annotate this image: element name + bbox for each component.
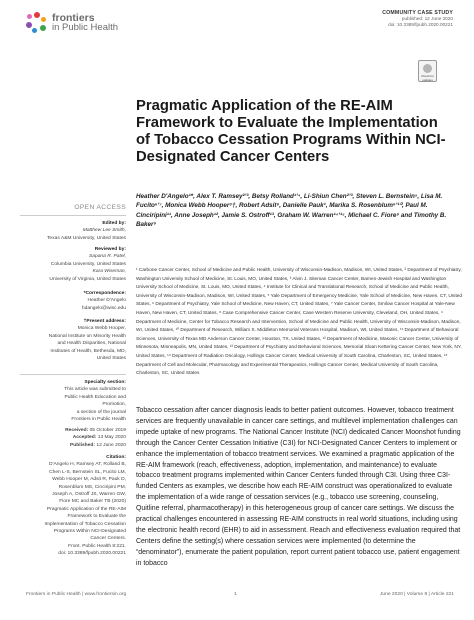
specialty-line: a section of the journal	[76, 409, 126, 415]
specialty-section	[20, 379, 126, 423]
footer-journal: Frontiers in Public Health | www.frontiersin.org	[26, 592, 127, 597]
present-address-line: Institutes of Health, Bethesda, MD,	[50, 348, 126, 354]
article-type: COMMUNITY CASE STUDY	[382, 10, 453, 16]
specialty-heading: Specialty section:	[84, 380, 126, 385]
reviewed-by-heading: Reviewed by:	[94, 247, 126, 252]
reviewed-by-section	[20, 246, 126, 283]
correspondence-name: Heather D'Angelo	[87, 298, 126, 304]
page-number: 1	[234, 592, 237, 597]
logo-dot	[34, 12, 40, 18]
citation-line: Implementation of Tobacco Cessation	[44, 521, 126, 527]
reviewer-name: Kara Wiseman,	[92, 269, 126, 275]
accepted-value: 13 May 2020	[97, 435, 126, 441]
received-date	[20, 427, 126, 434]
citation-line: Front. Public Health 8:221.	[68, 543, 126, 549]
present-address-line: United States	[96, 356, 126, 362]
citation-line: Chen L-S, Bernstein SL, Fucito LM,	[49, 469, 126, 475]
correspondence-email[interactable]: hdangelo@wisc.edu	[81, 305, 126, 311]
accepted-label: Accepted:	[72, 435, 97, 441]
correspondence-section	[20, 290, 126, 312]
present-address-heading: †Present address:	[83, 319, 126, 324]
citation-line: Programs Within NCI-Designated	[53, 529, 126, 535]
citation-section	[20, 454, 126, 558]
specialty-line: Frontiers in Public Health	[71, 417, 126, 423]
footer-volume: June 2020 | Volume 8 | Article 221	[379, 592, 454, 597]
citation-line: Rosenblum MS, Cinciripini PM,	[58, 484, 126, 490]
published-value: 12 June 2020	[96, 442, 126, 448]
logo-journal: in Public Health	[52, 22, 119, 33]
citation-line: Framework to Evaluate the	[67, 514, 126, 520]
specialty-line: This article was submitted to	[64, 387, 126, 393]
present-address-section	[20, 318, 126, 362]
reviewer-affiliation: University of Virginia, United States	[49, 276, 126, 282]
author-list: Heather D'Angelo¹*, Alex T. Ramsey²ʼ³, Betsy Rolland¹ʼ⁴, Li-Shiun Chen²ʼ³, Steven L. Bernstein⁵, Lisa M. Fucito⁶ʼ⁷, Monica Webb Hooper⁸†, Robert Adsit⁹, Danielle Pauk¹, Marika S. Rosenblum⁹ʼ¹⁰, Paul M. Cinciripini¹¹, Anne Joseph¹², Jamie S. Ostroff¹³, Graham W. Warren¹⁴ʼ¹⁵, Michael C. Fiore⁹ and Timothy B. Baker⁹	[136, 193, 447, 229]
update-label: Check for updates	[421, 74, 434, 82]
editor-affiliation: Texas A&M University, United States	[46, 235, 126, 241]
citation-line: Fiore MC and Baker TB (2020)	[59, 499, 126, 505]
check-for-updates-button[interactable]	[418, 60, 437, 82]
citation-line: D'Angelo H, Ramsey AT, Rolland B,	[49, 462, 126, 468]
citation-line: Cancer Centers.	[90, 536, 126, 542]
logo-name: frontiers	[52, 12, 95, 24]
sidebar-divider	[20, 374, 126, 375]
specialty-line: Public Health Education and	[64, 394, 126, 400]
received-label: Received:	[65, 428, 89, 433]
citation-line: Joseph A, Ostroff JS, Warren GW,	[52, 492, 126, 498]
logo-dot	[32, 28, 37, 33]
published-date: published: 12 June 2020	[401, 16, 453, 21]
received-value: 05 October 2019	[89, 428, 126, 433]
article-meta	[382, 10, 453, 28]
logo-dot	[40, 25, 46, 31]
edited-by-section	[20, 220, 126, 242]
update-icon	[423, 64, 432, 73]
reviewer-affiliation: Columbia University, United States	[50, 261, 126, 267]
present-address-line: and Health Disparities, National	[57, 341, 126, 347]
correspondence-heading: *Correspondence:	[83, 291, 126, 296]
published-date-sidebar	[20, 442, 126, 449]
logo-dot	[26, 22, 32, 28]
citation-heading: Citation:	[106, 455, 126, 460]
present-address-line: Monica Webb Hooper,	[77, 326, 126, 332]
paper-title: Pragmatic Application of the RE-AIM Framework to Evaluate the Implementation of Tobacco Cessation Programs Within NCI-Designated Cancer Centers	[136, 98, 446, 165]
doi-link[interactable]: doi: 10.3389/fpubh.2020.00221	[388, 22, 453, 27]
dates-section	[20, 427, 126, 449]
citation-doi[interactable]: doi: 10.3389/fpubh.2020.00221	[58, 551, 126, 557]
reviewer-name: Sapana R. Patel,	[89, 254, 126, 260]
logo-dot	[27, 14, 32, 19]
citation-line: Webb Hooper M, Adsit R, Pauk D,	[52, 477, 126, 483]
accepted-date	[20, 434, 126, 441]
citation-line: Pragmatic Application of the RE-AIM	[46, 506, 126, 512]
open-access-label: OPEN ACCESS	[74, 204, 126, 211]
present-address-line: National Institute on Minority Health	[48, 333, 126, 339]
specialty-line: Promotion,	[102, 402, 126, 408]
sidebar-divider	[20, 215, 126, 216]
editor-name: Matthew Lee Smith,	[82, 228, 126, 234]
edited-by-heading: Edited by:	[102, 221, 126, 226]
abstract-text: Tobacco cessation after cancer diagnosis leads to better patient outcomes. However, tobacco treatment services are frequently unavailable in cancer care settings, and multilevel implementation challenges can impede uptake of new programs. The National Cancer Institute (NCI) dedicated Cancer Moonshot funding through the Cancer Center Cessation Initiative (C3I) for NCI-Designated Cancer Centers to implement or enhance the implementation of tobacco treatment services. We examined a pragmatic application of the RE-AIM framework (reach, effectiveness, adoption, implementation, and maintenance) to evaluate tobacco treatment programs implemented within Cancer Centers funded through C3I. Using three C3I-funded Centers as examples, we describe how each RE-AIM construct was operationalized to evaluate the implementation of a wide range of cessation services (e.g., tobacco use screening, counseling, Quitline referral, pharmacotherapy) in this heterogeneous group of cancer care settings. We discuss the practical challenges encountered in assessing RE-AIM constructs in real world situations, including using the electronic health record (EHR) to aid in assessment. Reach and effectiveness evaluation required that Centers define the setting(s) where cessation services were implemented (to determine the “denominator”), enumerate the patient population, report current patient tobacco use, patient engagement in tobacco	[136, 407, 461, 567]
affiliations: ¹ Carbone Cancer Center, School of Medicine and Public Health, University of Wisconsin-Madison, Madison, WI, United States, ² Department of Psychiatry, Washington University School of Medicine, St. Louis, MO, United States, ³ Alvin J. Siteman Cancer Center, Barnes-Jewish Hospital and Washington University School of Medicine, St. Louis, MO, United States, ⁴ Institute for Clinical and Translational Research, School of Medicine and Public Health, University of Wisconsin-Madison, Madison, WI, United States, ⁵ Yale Department of Emergency Medicine, Yale School of Medicine, New Haven, CT, United States, ⁶ Department of Psychiatry, Yale School of Medicine, New Haven, CT, United States, ⁷ Yale Cancer Center, Smilow Cancer Hospital at Yale-New Haven, New Haven, CT, United States, ⁸ Case Comprehensive Cancer Center, Case Western Reserve University, Cleveland, OH, United States, ⁹ Department of Medicine, Center for Tobacco Research and Intervention, School of Medicine and Public Health, University of Wisconsin-Madison, Madison, WI, United States, ¹⁰ Department of Research, William S. Middleton Memorial Veterans Hospital, Madison, WI, United States, ¹¹ Department of Behavioral Sciences, University of Texas MD Anderson Cancer Center, Houston, TX, United States, ¹² Department of Medicine, Masonic Cancer Center, University of Minnesota, Minneapolis, MN, United States, ¹³ Department of Psychiatry and Behavioral Sciences, Memorial Sloan Kettering Cancer Center, New York, NY, United States, ¹⁴ Department of Radiation Oncology, Hollings Cancer Center, Medical University of South Carolina, Charleston, SC, United States, ¹⁵ Department of Cell and Molecular, Pharmacology and Experimental Therapeutics, Hollings Cancer Center, Medical University of South Carolina, Charleston, SC, United States	[136, 268, 463, 377]
frontiers-logo-icon	[26, 12, 48, 34]
published-label: Published:	[69, 442, 95, 448]
logo-dot	[41, 17, 46, 22]
journal-logo	[26, 12, 118, 34]
